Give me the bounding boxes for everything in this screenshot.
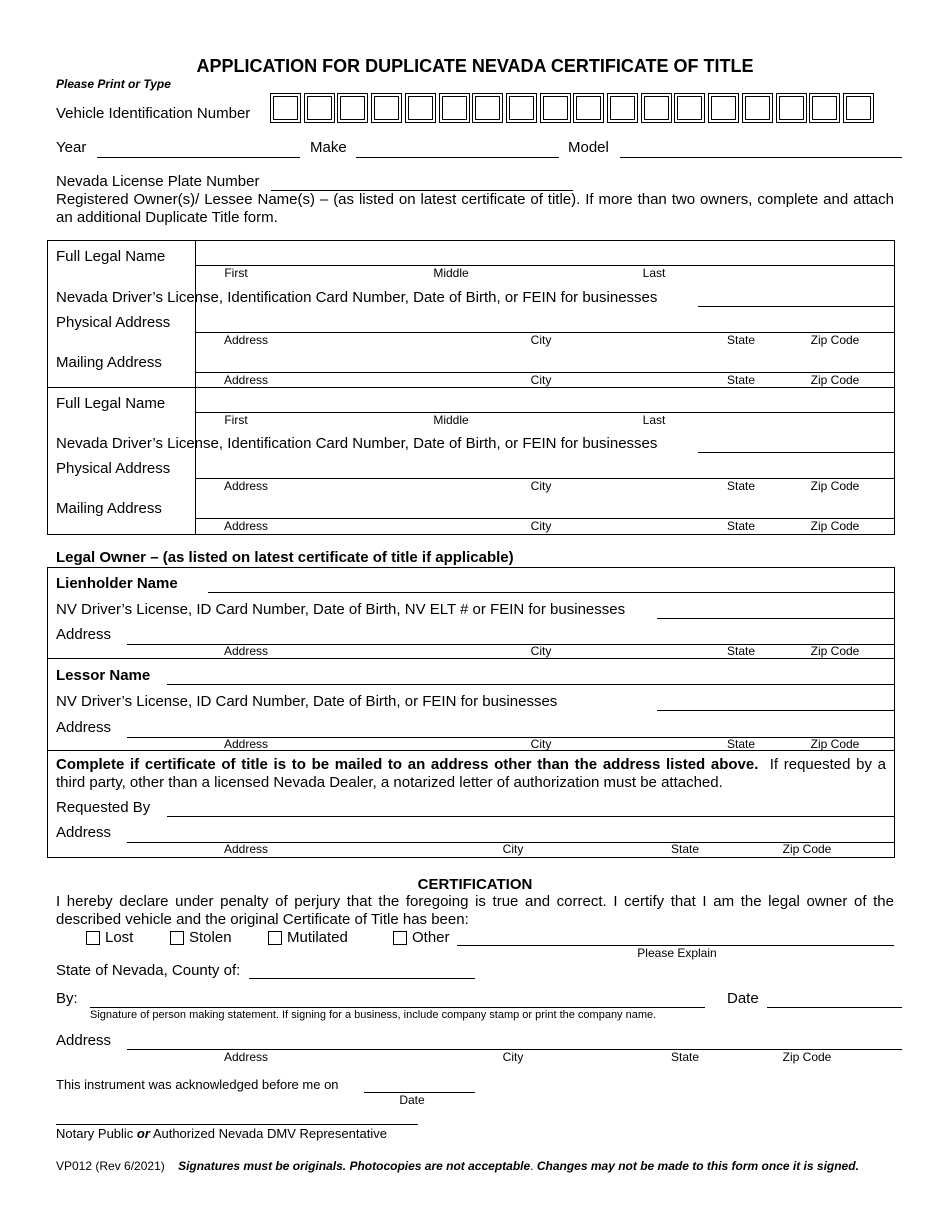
- lessor-license-field[interactable]: [657, 710, 895, 711]
- date-field[interactable]: [767, 1007, 902, 1008]
- vin-char-box[interactable]: [472, 93, 503, 123]
- owner2-mailing-state-caption: State: [726, 519, 756, 533]
- owner1-mailing-city-caption: City: [530, 373, 552, 387]
- certification-text: I hereby declare under penalty of perjury that the foregoing is true and correct. I certify that I am the legal owner of the described vehicle and the original Certificate of Title has been:: [56, 893, 894, 928]
- owner1-name-field[interactable]: [195, 265, 895, 266]
- lessor-name-field[interactable]: [167, 684, 895, 685]
- owner1-physical-zip-caption: Zip Code: [810, 333, 860, 347]
- owner1-physical-address-caption: Address: [223, 333, 269, 347]
- vin-char-box[interactable]: [337, 93, 368, 123]
- requested-by-label: Requested By: [56, 799, 151, 816]
- vin-char-box[interactable]: [607, 93, 638, 123]
- owner2-license-label: Nevada Driver’s License, Identification Card Number, Date of Birth, or FEIN for businesses: [56, 435, 658, 452]
- footer-note-c: Changes may not be made to this form once it is signed.: [536, 1159, 859, 1173]
- vin-char-box[interactable]: [843, 93, 874, 123]
- lien-lessor-separator: [47, 658, 895, 659]
- requested-by-field[interactable]: [167, 816, 895, 817]
- form-id: VP012 (Rev 6/2021): [56, 1159, 165, 1173]
- mailing-instructions-normal: If requested by a third party, other than a licensed Nevada Dealer, a notarized letter of authorization must be attached.: [56, 756, 886, 791]
- owner1-name-label: Full Legal Name: [56, 248, 166, 265]
- vin-char-box[interactable]: [641, 93, 672, 123]
- other-label: Other: [412, 929, 450, 946]
- certification-heading: CERTIFICATION: [417, 876, 533, 893]
- lessor-address-caption: Address: [223, 737, 269, 751]
- page-title: APPLICATION FOR DUPLICATE NEVADA CERTIFICATE OF TITLE: [196, 56, 754, 76]
- mailing-address-label: Address: [56, 824, 112, 841]
- model-label: Model: [568, 139, 609, 156]
- county-label: State of Nevada, County of:: [56, 962, 241, 979]
- lienholder-state-caption: State: [726, 644, 756, 658]
- mailing-instructions: [56, 756, 886, 792]
- owner2-physical-zip-caption: Zip Code: [810, 479, 860, 493]
- owner2-license-field[interactable]: [698, 452, 895, 453]
- owner1-license-label: Nevada Driver’s License, Identification Card Number, Date of Birth, or FEIN for businesses: [56, 289, 658, 306]
- lienholder-address-label: Address: [56, 626, 112, 643]
- owner1-mailing-label: Mailing Address: [56, 354, 162, 371]
- owner2-mailing-address-caption: Address: [223, 519, 269, 533]
- owner1-mailing-address-caption: Address: [223, 373, 269, 387]
- lost-checkbox[interactable]: [86, 931, 100, 945]
- cert-zip-caption: Zip Code: [782, 1050, 832, 1064]
- lienholder-name-field[interactable]: [208, 592, 895, 593]
- vin-label: Vehicle Identification Number: [56, 105, 251, 122]
- lessor-zip-caption: Zip Code: [810, 737, 860, 751]
- vin-char-box[interactable]: [439, 93, 470, 123]
- owners-separator: [47, 387, 895, 388]
- owner2-physical-state-caption: State: [726, 479, 756, 493]
- lienholder-license-field[interactable]: [657, 618, 895, 619]
- owner2-mailing-zip-caption: Zip Code: [810, 519, 860, 533]
- owner1-physical-city-caption: City: [530, 333, 552, 347]
- lessor-state-caption: State: [726, 737, 756, 751]
- vin-char-box[interactable]: [573, 93, 604, 123]
- acknowledged-date-caption: Date: [399, 1093, 425, 1107]
- cert-address-caption: Address: [223, 1050, 269, 1064]
- notary-or: or: [136, 1126, 150, 1141]
- other-checkbox[interactable]: [393, 931, 407, 945]
- legal-owner-heading: Legal Owner – (as listed on latest certificate of title if applicable): [56, 549, 514, 566]
- footer-note-b: .: [530, 1159, 537, 1173]
- mutilated-checkbox[interactable]: [268, 931, 282, 945]
- plate-label: Nevada License Plate Number: [56, 173, 260, 190]
- owner1-middle-caption: Middle: [433, 266, 469, 280]
- owner2-physical-address-caption: Address: [223, 479, 269, 493]
- acknowledged-label: This instrument was acknowledged before me on: [56, 1077, 339, 1092]
- lessor-city-caption: City: [530, 737, 552, 751]
- lienholder-zip-caption: Zip Code: [810, 644, 860, 658]
- owner2-name-field[interactable]: [195, 412, 895, 413]
- by-label: By:: [56, 990, 78, 1007]
- notary-post: Authorized Nevada DMV Representative: [149, 1126, 387, 1141]
- make-field[interactable]: [356, 157, 559, 158]
- vin-char-box[interactable]: [506, 93, 537, 123]
- mailing-address-caption: Address: [223, 842, 269, 856]
- year-label: Year: [56, 139, 87, 156]
- footer-note-a: Signatures must be originals. Photocopies are not acceptable: [178, 1159, 531, 1173]
- owner1-first-caption: First: [224, 266, 248, 280]
- mailing-zip-caption: Zip Code: [782, 842, 832, 856]
- date-label: Date: [727, 990, 759, 1007]
- owner1-last-caption: Last: [642, 266, 666, 280]
- mutilated-label: Mutilated: [287, 929, 348, 946]
- notary-label: [56, 1126, 387, 1141]
- county-field[interactable]: [249, 978, 475, 979]
- lost-label: Lost: [105, 929, 134, 946]
- vin-char-box[interactable]: [708, 93, 739, 123]
- stolen-checkbox[interactable]: [170, 931, 184, 945]
- owner2-name-label: Full Legal Name: [56, 395, 166, 412]
- please-explain-caption: Please Explain: [637, 946, 717, 960]
- mailing-instructions-bold: Complete if certificate of title is to be mailed to an address other than the address listed above.: [56, 756, 759, 773]
- lienholder-address-caption: Address: [223, 644, 269, 658]
- vin-char-box[interactable]: [405, 93, 436, 123]
- signature-field[interactable]: [90, 1007, 705, 1008]
- mailing-state-caption: State: [670, 842, 700, 856]
- vin-char-box[interactable]: [371, 93, 402, 123]
- owner1-physical-label: Physical Address: [56, 314, 171, 331]
- vin-char-box[interactable]: [270, 93, 301, 123]
- lienholder-license-label: NV Driver’s License, ID Card Number, Date of Birth, NV ELT # or FEIN for businesses: [56, 601, 626, 618]
- owners-intro: Registered Owner(s)/ Lessee Name(s) – (as listed on latest certificate of title). If more than two owners, complete and attach an additional Duplicate Title form.: [56, 191, 894, 226]
- print-note: Please Print or Type: [56, 77, 171, 91]
- owner2-mailing-label: Mailing Address: [56, 500, 162, 517]
- owner2-mailing-city-caption: City: [530, 519, 552, 533]
- lienholder-city-caption: City: [530, 644, 552, 658]
- year-field[interactable]: [97, 157, 300, 158]
- signature-note: Signature of person making statement. If signing for a business, include company stamp or print the company name.: [90, 1009, 657, 1021]
- cert-state-caption: State: [670, 1050, 700, 1064]
- lienholder-name-label: Lienholder Name: [56, 575, 178, 592]
- vin-char-box[interactable]: [809, 93, 840, 123]
- lessor-address-label: Address: [56, 719, 112, 736]
- owner1-mailing-state-caption: State: [726, 373, 756, 387]
- footer: [56, 1159, 859, 1173]
- vin-char-box[interactable]: [742, 93, 773, 123]
- owner2-middle-caption: Middle: [433, 413, 469, 427]
- notary-pre: Notary Public: [56, 1126, 137, 1141]
- model-field[interactable]: [620, 157, 902, 158]
- vin-char-box[interactable]: [674, 93, 705, 123]
- owner2-last-caption: Last: [642, 413, 666, 427]
- owner1-physical-state-caption: State: [726, 333, 756, 347]
- cert-address-label: Address: [56, 1032, 112, 1049]
- owner2-physical-label: Physical Address: [56, 460, 171, 477]
- lessor-license-label: NV Driver’s License, ID Card Number, Date of Birth, or FEIN for businesses: [56, 693, 558, 710]
- owner2-first-caption: First: [224, 413, 248, 427]
- vin-char-box[interactable]: [304, 93, 335, 123]
- mailing-city-caption: City: [502, 842, 524, 856]
- lessor-mailing-separator: [47, 750, 895, 751]
- vin-char-box[interactable]: [540, 93, 571, 123]
- make-label: Make: [310, 139, 347, 156]
- owner1-license-field[interactable]: [698, 306, 895, 307]
- vin-char-box[interactable]: [776, 93, 807, 123]
- lessor-name-label: Lessor Name: [56, 667, 151, 684]
- notary-signature-field[interactable]: [56, 1124, 418, 1125]
- owner2-physical-city-caption: City: [530, 479, 552, 493]
- stolen-label: Stolen: [189, 929, 232, 946]
- owner1-mailing-zip-caption: Zip Code: [810, 373, 860, 387]
- cert-city-caption: City: [502, 1050, 524, 1064]
